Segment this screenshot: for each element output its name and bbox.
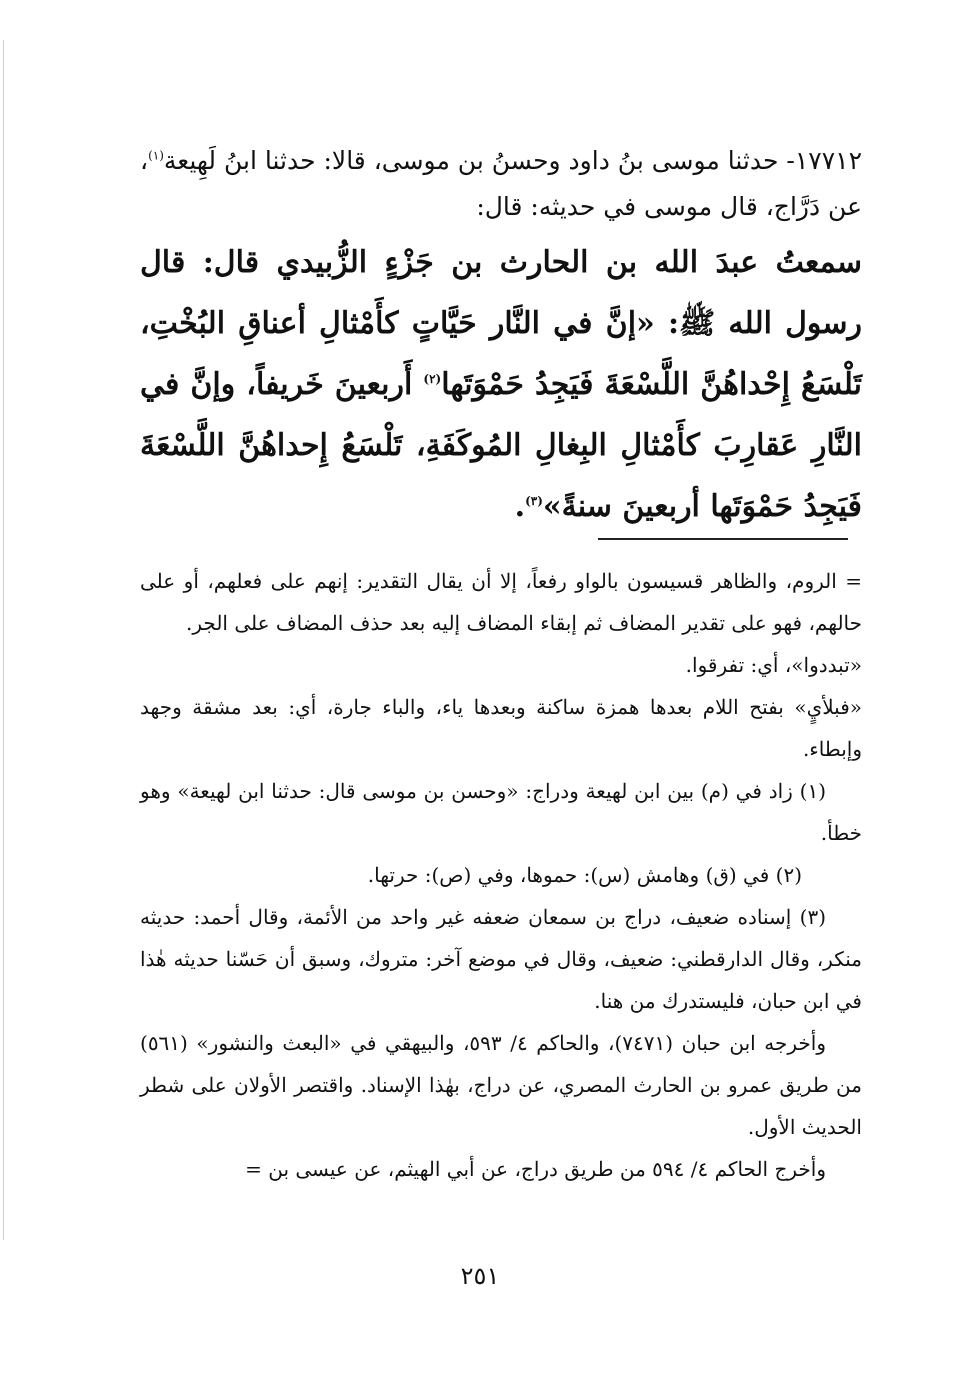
- scan-edge-line: [3, 40, 4, 1240]
- footnote-separator: [598, 538, 848, 540]
- gloss-fabilay: «فبلأيٍ» بفتح اللام بعدها همزة ساكنة وبعدها ياء، والباء جارة، أي: بعد مشقة وجهد وإبطاء.: [140, 695, 862, 761]
- takhrij-2: وأخرج الحاكم ٤/ ٥٩٤ من طريق دراج، عن أبي الهيثم، عن عيسى بن =: [245, 1157, 826, 1181]
- footnote-continuation: = الروم، والظاهر قسيسون بالواو رفعاً، إلا أن يقال التقدير: إنهم على فعلهم، أو على حالهم، فهو على تقدير المضاف ثم إبقاء المضاف إليه بعد حذف المضاف على الجر.: [140, 569, 862, 635]
- hadith-chain-text: ١٧٧١٢- حدثنا موسى بنُ داود وحسنُ بن موسى، قالا: حدثنا ابنُ لَهِيعة: [163, 146, 862, 175]
- footnotes: [140, 560, 862, 1190]
- takhrij-1: وأخرجه ابن حبان (٧٤٧١)، والحاكم ٤/ ٥٩٣، والبيهقي في «البعث والنشور» (٥٦١) من طريق عمرو بن الحارث المصري، عن دراج، بهٰذا الإسناد. واقتصر الأولان على شطر الحديث الأول.: [140, 1031, 862, 1139]
- hadith-text: [140, 232, 862, 537]
- page-number: ٢٥١: [460, 1262, 500, 1290]
- footnote-3: (٣) إسناده ضعيف، دراج بن سمعان ضعفه غير واحد من الأئمة، وقال أحمد: حديثه منكر، وقال الدارقطني: ضعيف، وقال في موضع آخر: متروك، وسبق أن حَسّنا حديثه هٰذا في ابن حبان، فليستدرك من هنا.: [140, 905, 862, 1013]
- footnote-marker-3: (٣): [525, 494, 543, 508]
- gloss-tabaddadu: «تبددوا»، أي: تفرقوا.: [685, 653, 862, 677]
- hadith-text-part-1: سمعتُ عبدَ الله بن الحارث بن جَزْءٍ الزُّبيدي قال: قال رسول الله ﷺ: «إنَّ في النَّار حَيَّاتٍ كأَمْثالِ أعناقِ البُخْتِ، تَلْسَعُ إِحْداهُنَّ اللَّسْعَةَ فَيَجِدُ حَمْوَتَها: [140, 245, 862, 402]
- footnote-2: (٢) في (ق) وهامش (س): حموها، وفي (ص): حرتها.: [367, 863, 802, 887]
- hadith-chain-end: ، عن دَرَّاج، قال موسى في حديثه: قال:: [139, 146, 862, 221]
- footnote-marker-2: (٢): [423, 372, 442, 386]
- hadith-text-part-2: أَربعينَ خَريفاً، وإنَّ في النَّارِ عَقارِبَ كأَمْثالِ البِغالِ المُوكَفَةِ، تَلْسَعُ إِحداهُنَّ اللَّسْعَةَ فَيَجِدُ حَمْوَتَها أربعينَ سنةً»: [140, 367, 862, 524]
- footnote-1: (١) زاد في (م) بين ابن لهيعة ودراج: «وحسن بن موسى قال: حدثنا ابن لهيعة» وهو خطأ.: [140, 779, 862, 845]
- hadith-text-end: .: [514, 489, 526, 524]
- footnote-marker-1: (١): [148, 148, 164, 163]
- hadith-chain: [140, 138, 862, 230]
